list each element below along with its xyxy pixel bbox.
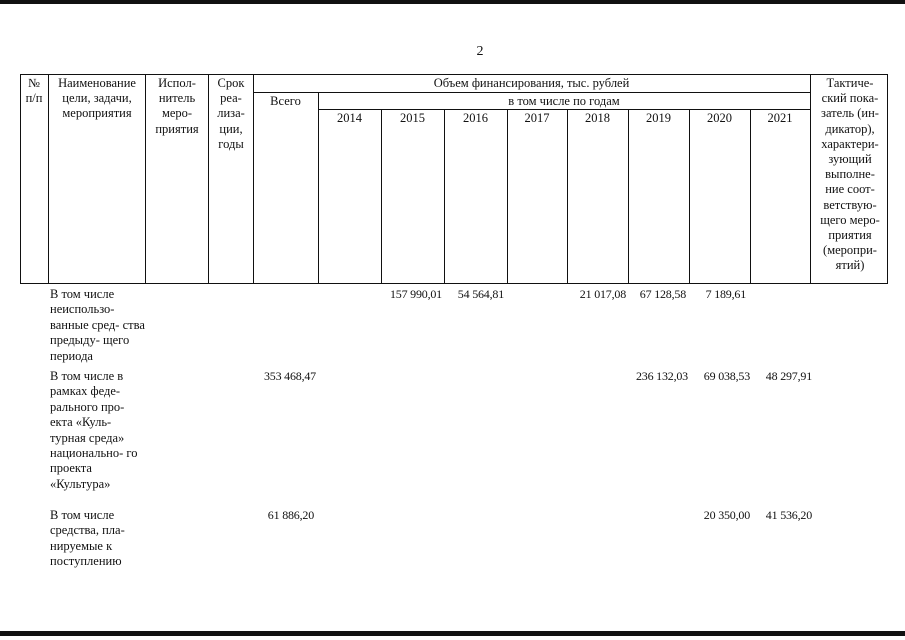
top-rule [0, 0, 905, 4]
header-year-2015: 2015 [400, 111, 425, 125]
header-col-executor: Испол- нитель меро- приятия [155, 76, 199, 136]
cell-2020: 69 038,53 [703, 369, 750, 383]
header-col-no: № п/п [25, 76, 43, 106]
cell-2021: 41 536,20 [765, 508, 812, 522]
header-year-2016: 2016 [463, 111, 488, 125]
cell-2020: 7 189,61 [705, 287, 746, 301]
cell-2020: 20 350,00 [703, 508, 750, 522]
row-label: В том числе неиспользо- ванные сред- ства предыду- щего периода [50, 287, 145, 363]
cell-total: 353 468,47 [263, 369, 316, 383]
bottom-rule [0, 631, 905, 636]
table-header [20, 74, 888, 284]
col-line [20, 74, 21, 284]
col-line [208, 74, 209, 284]
cell-2015: 157 990,01 [389, 287, 442, 301]
header-col-period: Срок реа- лиза- ции, годы [217, 76, 245, 151]
header-year-2014: 2014 [337, 111, 362, 125]
cell-2016: 54 564,81 [457, 287, 504, 301]
header-col-funding: Объем финансирования, тыс. рублей [433, 76, 630, 90]
row-label: В том числе в рамках феде- рального про- екта «Куль- турная среда» национально- го проекта «Культура» [50, 369, 138, 491]
col-line [145, 74, 146, 284]
header-year-2021: 2021 [767, 111, 793, 125]
cell-2019: 236 132,03 [635, 369, 688, 383]
col-line [887, 74, 888, 284]
header-col-by-year: в том числе по годам [508, 94, 620, 108]
cell-total: 61 886,20 [267, 508, 314, 522]
header-col-indicator: Тактиче- ский пока- затель (ин- дикатор), характери- зующий выполне- ние соот- ветствую- щего меро- приятия (меропри- ятий) [820, 76, 880, 273]
cell-2019: 67 128,58 [639, 287, 686, 301]
funding-subline [253, 92, 810, 93]
header-year-2017: 2017 [524, 111, 550, 125]
header-year-2018: 2018 [585, 111, 610, 125]
col-line [507, 109, 508, 284]
col-line [750, 109, 751, 284]
header-year-2020: 2020 [707, 111, 732, 125]
col-line [567, 109, 568, 284]
header-bottom-line [20, 283, 888, 284]
col-line [628, 109, 629, 284]
header-top-line [20, 74, 888, 75]
cell-2021: 48 297,91 [765, 369, 812, 383]
header-year-2019: 2019 [646, 111, 671, 125]
col-line [689, 109, 690, 284]
col-line [444, 109, 445, 284]
header-col-total: Всего [270, 94, 301, 108]
cell-2018: 21 017,08 [579, 287, 626, 301]
col-line [810, 74, 811, 284]
header-col-name: Наименование цели, задачи, мероприятия [58, 76, 136, 121]
row-label: В том числе средства, пла- нируемые к поступлению [50, 508, 125, 569]
col-line [48, 74, 49, 284]
col-line [381, 109, 382, 284]
page-number: 2 [476, 44, 484, 59]
